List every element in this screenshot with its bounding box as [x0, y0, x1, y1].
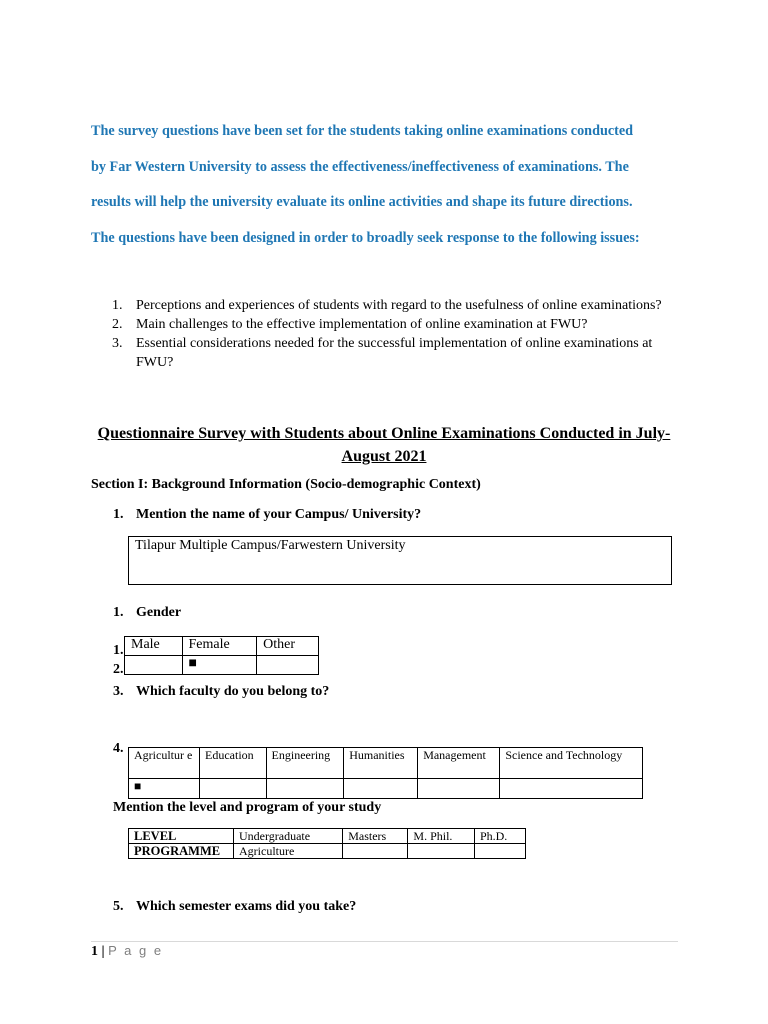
gender-option-female: Female [182, 637, 257, 656]
page-word: P a g e [108, 943, 164, 958]
list-item: 2. Main challenges to the effective implementation of online examination at FWU? [112, 317, 588, 332]
level-undergraduate[interactable]: Undergraduate [234, 829, 343, 844]
issues-list [112, 296, 692, 372]
campus-answer-field[interactable] [128, 536, 672, 585]
gender-cell-male[interactable] [125, 656, 183, 675]
page-footer [91, 943, 163, 960]
faculty-option-engineering: Engineering [266, 748, 344, 779]
section-heading: Section I: Background Information (Socio-demographic Context) [91, 477, 481, 492]
gender-row-num-2: 2. [113, 662, 124, 677]
gender-row-num-1: 1. [113, 643, 124, 658]
faculty-option-agriculture: Agricultur e [129, 748, 200, 779]
page-number: 1 [91, 944, 98, 959]
faculty-option-humanities: Humanities [344, 748, 418, 779]
list-item: 3. Essential considerations needed for the successful implementation of online examinations at FWU? [112, 336, 653, 370]
question-gender: 1. Gender [113, 605, 182, 620]
gender-option-male: Male [125, 637, 183, 656]
level-phd[interactable]: Ph.D. [474, 829, 525, 844]
faculty-cell-education[interactable] [200, 779, 267, 799]
intro-line-4: The questions have been designed in order to broadly seek response to the following issues: [91, 230, 640, 246]
programme-cell-3[interactable] [408, 844, 475, 859]
faculty-cell-management[interactable] [418, 779, 500, 799]
faculty-table [128, 747, 643, 799]
footer-separator: | [101, 944, 105, 959]
faculty-num: 4. [113, 741, 124, 756]
programme-cell-4[interactable] [474, 844, 525, 859]
intro-line-2: by Far Western University to assess the effectiveness/ineffectiveness of examinations. The [91, 159, 629, 175]
programme-cell-2[interactable] [343, 844, 408, 859]
intro-line-3: results will help the university evaluate its online activities and shape its future directions. [91, 194, 633, 210]
question-campus: 1. Mention the name of your Campus/ University? [113, 507, 422, 522]
intro-line-1: The survey questions have been set for the students taking online examinations conducted [91, 123, 634, 139]
level-table [128, 828, 526, 859]
faculty-cell-agriculture[interactable]: ■ [129, 779, 200, 799]
faculty-cell-engineering[interactable] [266, 779, 344, 799]
gender-cell-female[interactable]: ■ [182, 656, 257, 675]
question-faculty: 3. Which faculty do you belong to? [113, 684, 330, 699]
programme-cell-1[interactable]: Agriculture [234, 844, 343, 859]
faculty-option-management: Management [418, 748, 500, 779]
level-mphil[interactable]: M. Phil. [408, 829, 475, 844]
question-semester: 5. Which semester exams did you take? [113, 899, 357, 914]
survey-title: Questionnaire Survey with Students about Online Examinations Conducted in July-August 2021 [97, 425, 671, 465]
list-item: 1. Perceptions and experiences of students with regard to the usefulness of online examinations? [112, 298, 662, 313]
faculty-option-education: Education [200, 748, 267, 779]
level-label: LEVEL [129, 829, 234, 844]
campus-answer-value: Tilapur Multiple Campus/Farwestern University [135, 538, 406, 553]
gender-option-other: Other [257, 637, 319, 656]
gender-table [124, 636, 319, 675]
faculty-cell-humanities[interactable] [344, 779, 418, 799]
question-level: Mention the level and program of your study [113, 800, 382, 815]
programme-label: PROGRAMME [129, 844, 234, 859]
faculty-option-science: Science and Technology [500, 748, 643, 779]
level-masters[interactable]: Masters [343, 829, 408, 844]
faculty-cell-science[interactable] [500, 779, 643, 799]
footer-divider [91, 941, 678, 942]
gender-cell-other[interactable] [257, 656, 319, 675]
